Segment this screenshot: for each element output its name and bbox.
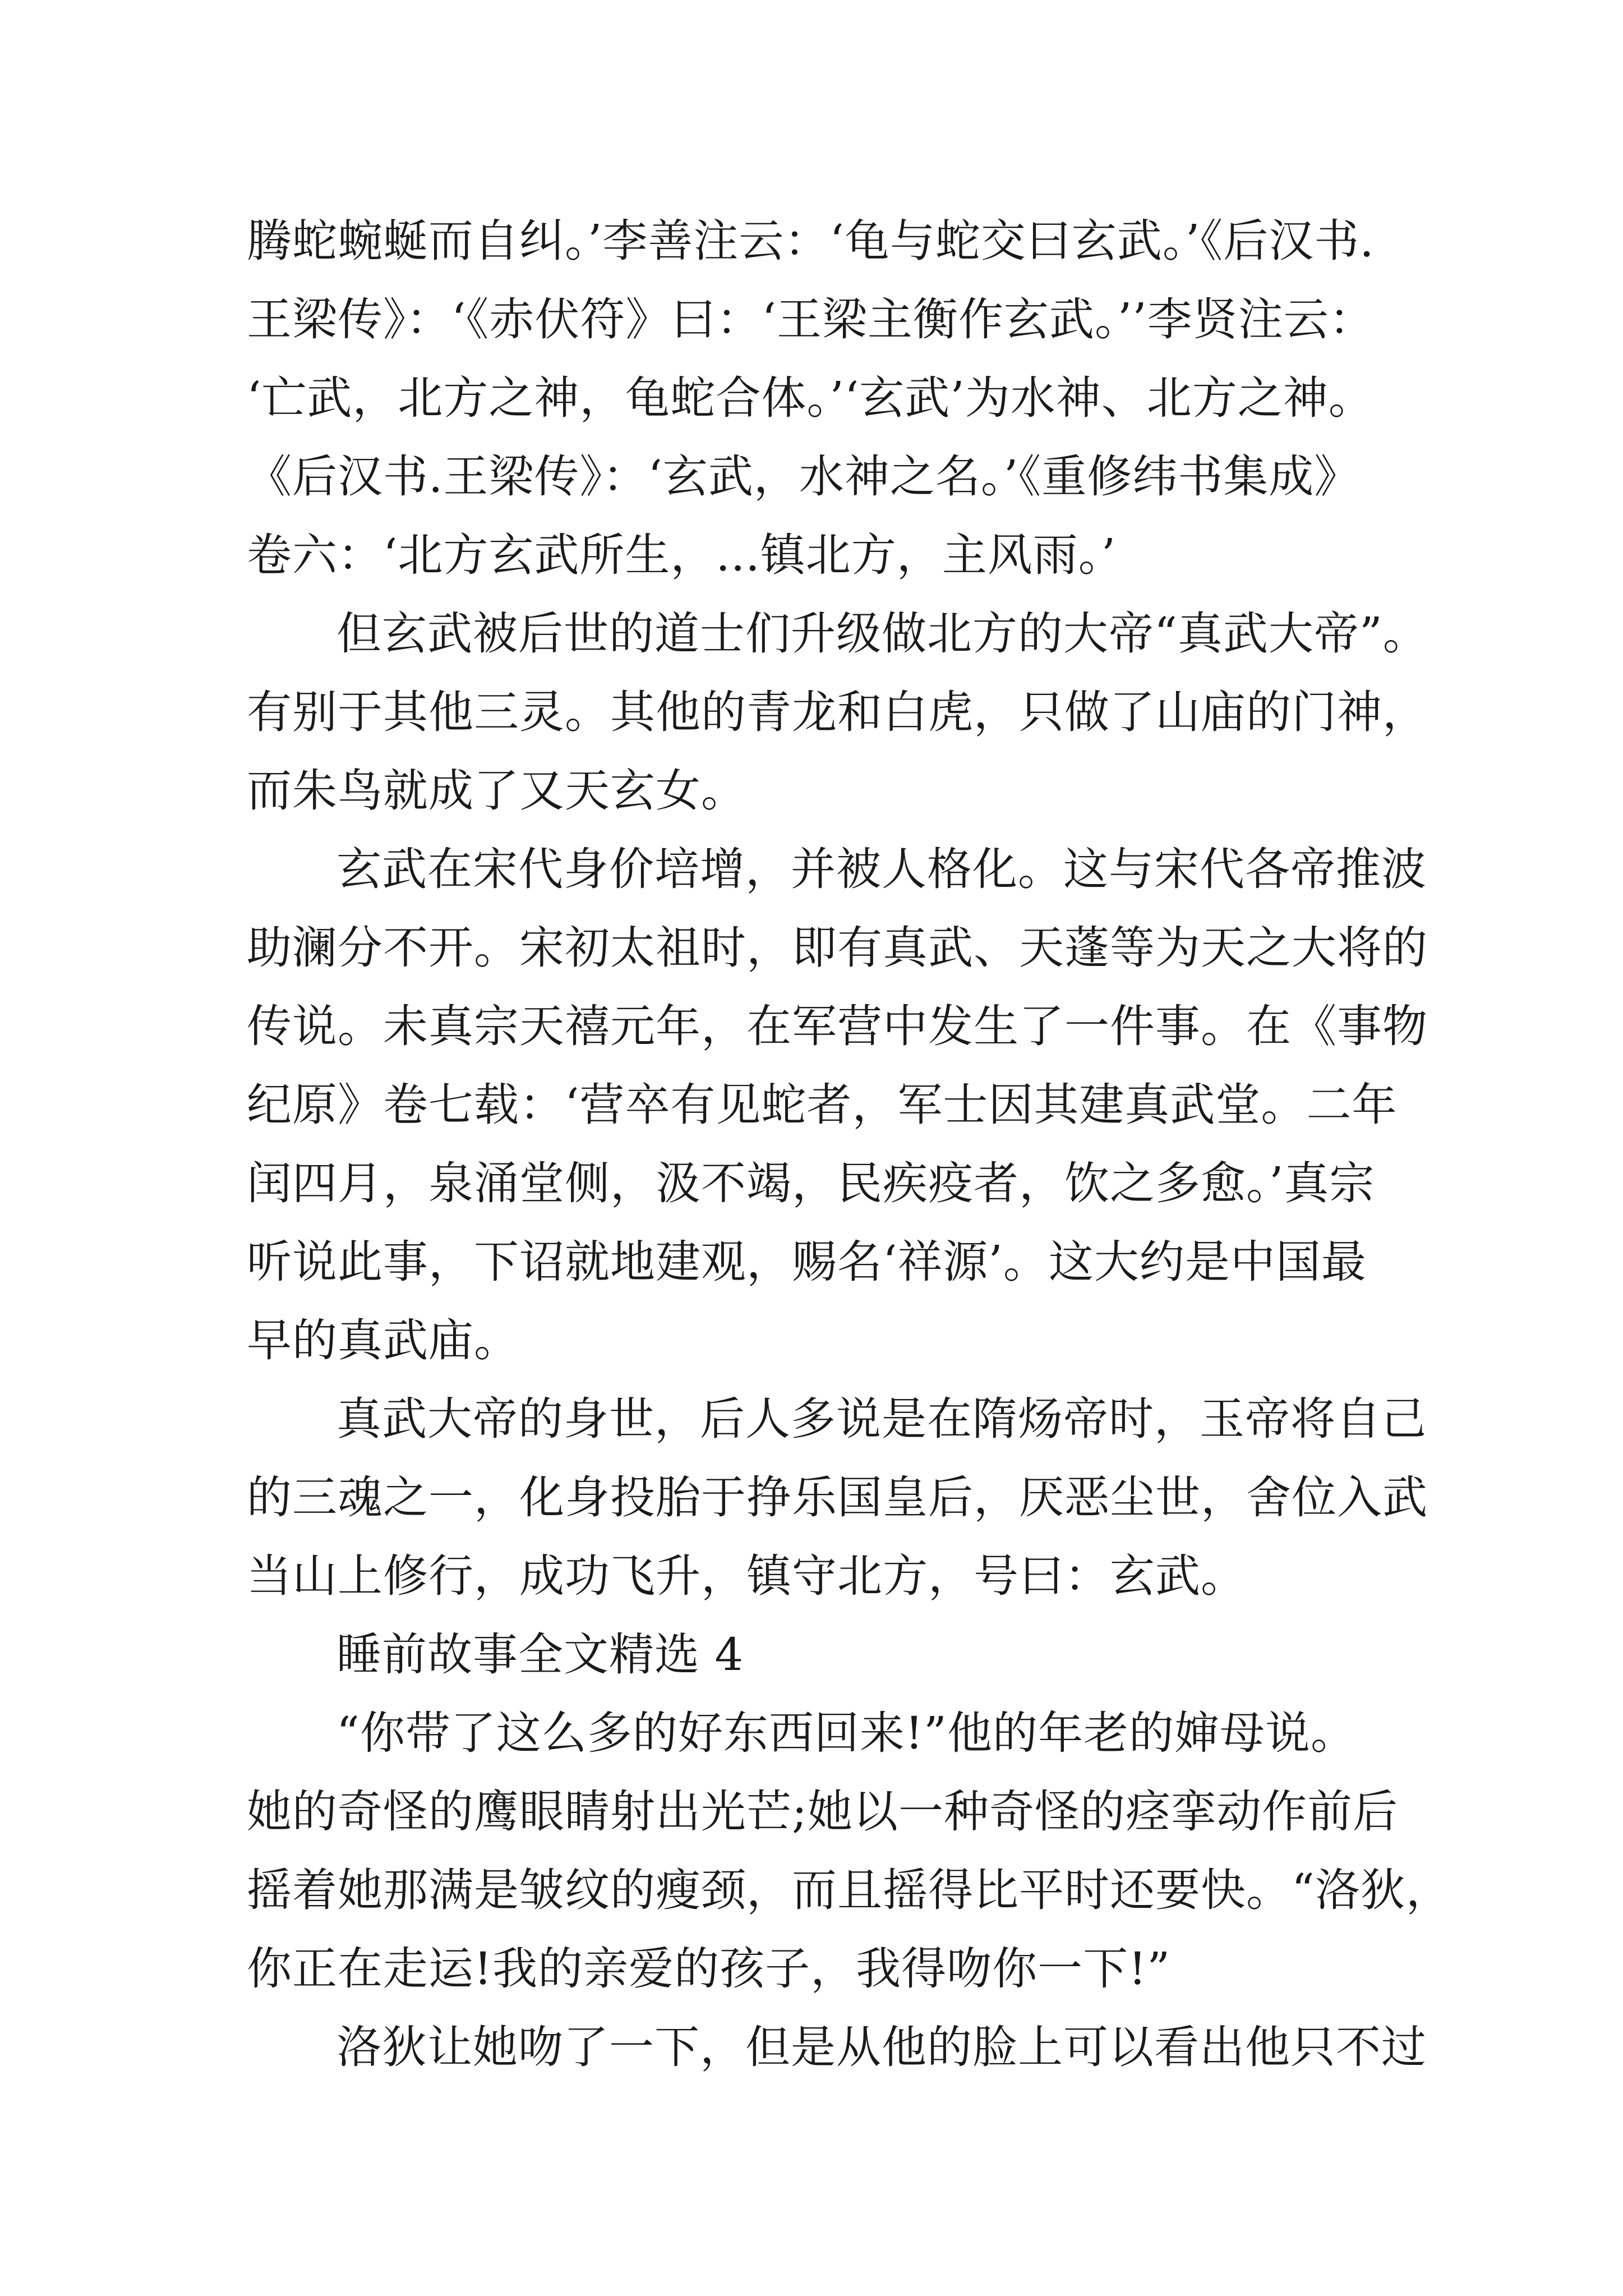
paragraph-start-line: “你带了这么多的好东西回来!”他的年老的婶母说。 bbox=[336, 1707, 1356, 1759]
text-line: 听说此事，下诏就地建观，赐名‘祥源’。这大约是中国最 bbox=[247, 1236, 1367, 1288]
text-line: 摇着她那满是皱纹的瘦颈，而且摇得比平时还要快。“洛狄， bbox=[247, 1864, 1451, 1916]
text-line: ‘亡武，北方之神，龟蛇合体。’‘玄武’为水神、北方之神。 bbox=[247, 372, 1374, 424]
text-line: 有别于其他三灵。其他的青龙和白虎，只做了山庙的门神， bbox=[247, 686, 1428, 738]
text-line: 王梁传》：‘《赤伏符》曰：‘王梁主衡作玄武。’’李贤注云： bbox=[247, 293, 1375, 346]
text-line: 的三魂之一，化身投胎于挣乐国皇后，厌恶尘世，舍位入武 bbox=[247, 1471, 1428, 1524]
text-line: 你正在走运!我的亲爱的孩子，我得吻你一下!” bbox=[247, 1943, 1171, 1995]
text-line: 闰四月，泉涌堂侧，汲不竭，民疾疫者，饮之多愈。’真宗 bbox=[247, 1157, 1375, 1209]
text-line: 早的真武庙。 bbox=[247, 1314, 519, 1366]
text-line: 腾蛇蜿蜒而自纠。’李善注云：‘龟与蛇交曰玄武。’《后汉书. bbox=[247, 215, 1375, 267]
text-line: 当山上修行，成功飞升，镇守北方，号曰：玄武。 bbox=[247, 1550, 1246, 1602]
text-line: 她的奇怪的鹰眼睛射出光芒;她以一种奇怪的痉挛动作前后 bbox=[247, 1786, 1398, 1838]
text-line: 助澜分不开。宋初太祖时，即有真武、天蓬等为天之大将的 bbox=[247, 922, 1428, 974]
paragraph-start-line: 玄武在宋代身价培增，并被人格化。这与宋代各帝推波 bbox=[336, 843, 1427, 895]
text-line: 纪原》卷七载：‘营卒有见蛇者，军士因其建真武堂。二年 bbox=[247, 1079, 1398, 1131]
body-text bbox=[247, 202, 1451, 2087]
text-line: 卷六：‘北方玄武所生，...镇北方，主风雨。’ bbox=[247, 529, 1117, 581]
paragraph-start-line: 真武大帝的身世，后人多说是在隋炀帝时，玉帝将自己 bbox=[336, 1393, 1427, 1445]
text-line: 《后汉书.王梁传》：‘玄武，水神之名。’《重修纬书集成》 bbox=[247, 450, 1360, 503]
text-line: 而朱鸟就成了又天玄女。 bbox=[247, 765, 746, 817]
paragraph-start-line: 洛狄让她吻了一下，但是从他的脸上可以看出他只不过 bbox=[336, 2021, 1427, 2073]
paragraph-start-line: 但玄武被后世的道士们升级做北方的大帝“真武大帝”。 bbox=[336, 608, 1428, 660]
text-line: 传说。未真宗天禧元年，在军营中发生了一件事。在《事物 bbox=[247, 1000, 1428, 1052]
section-heading: 睡前故事全文精选 4 bbox=[336, 1628, 744, 1681]
